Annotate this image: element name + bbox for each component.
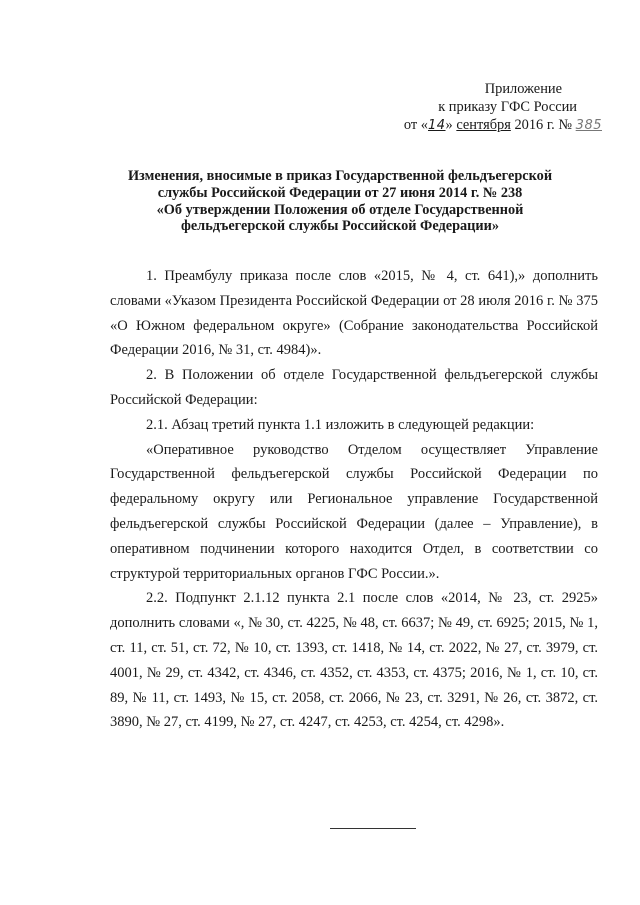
date-close: » <box>445 117 453 133</box>
handwritten-day: 14 <box>427 118 446 133</box>
document-body <box>110 264 598 735</box>
closing-line <box>330 828 416 829</box>
title-line: фельдъегерской службы Российской Федерации» <box>180 218 500 235</box>
title-line: «Об утверждении Положения об отделе Государственной <box>156 201 524 218</box>
handwritten-number: 385 <box>575 118 602 133</box>
paragraph-1: 1. Преамбулу приказа после слов «2015, № 4, ст. 641),» дополнить словами «Указом Президента Российской Федерации от 28 июля 2016 г. № 375 «О Южном федеральном округе» (Собрание законодательства Российской Федерации 2016, № 31, ст. 4984)». <box>110 268 598 359</box>
date-prefix: от « <box>403 117 428 133</box>
title-line: службы Российской Федерации от 27 июня 2014 г. № 238 <box>157 184 523 201</box>
paragraph-2: 2. В Положении об отделе Государственной фельдъегерской службы Российской Федерации: <box>110 367 598 408</box>
paragraph-2-2: 2.2. Подпункт 2.1.12 пункта 2.1 после слов «2014, № 23, ст. 2925» дополнить словами «, № 30, ст. 4225, № 48, ст. 6637; № 49, ст. 6925; 2015, № 1, ст. 11, ст. 51, ст. 72, № 10, ст. 1393, ст. 1418, № 14, ст. 2022, № 27, ст. 3979, ст. 4001, № 29, ст. 4342, ст. 4346, ст. 4352, ст. 4353, ст. 4375; 2016, № 1, ст. 10, ст. 89, № 11, ст. 1493, № 15, ст. 2058, ст. 2066, № 23, ст. 3291, № 26, ст. 3872, ст. 3890, № 27, ст. 4199, № 27, ст. 4247, ст. 4253, ст. 4254, ст. 4298». <box>110 590 598 731</box>
appendix-header <box>404 80 602 135</box>
date-month: сентября <box>456 117 511 133</box>
appendix-label: Приложение <box>484 81 562 97</box>
title-line: Изменения, вносимые в приказ Государственной фельдъегерской <box>127 168 553 184</box>
appendix-date-line <box>404 116 602 135</box>
appendix-order-ref: к приказу ГФС России <box>438 99 577 115</box>
document-title <box>70 168 610 235</box>
paragraph-2-1: 2.1. Абзац третий пункта 1.1 изложить в следующей редакции: <box>146 416 535 433</box>
paragraph-quote: «Оперативное руководство Отделом осуществляет Управление Государственной фельдъегерской службы Российской Федерации по федеральному округу или Региональное управление Государственной фельдъегерской службы Российской Федерации (далее – Управление), в оперативном подчинении которого находится Отдел, в соответствии со структурой территориальных органов ГФС России.». <box>110 441 598 582</box>
date-year-suffix: 2016 г. № <box>514 117 573 133</box>
